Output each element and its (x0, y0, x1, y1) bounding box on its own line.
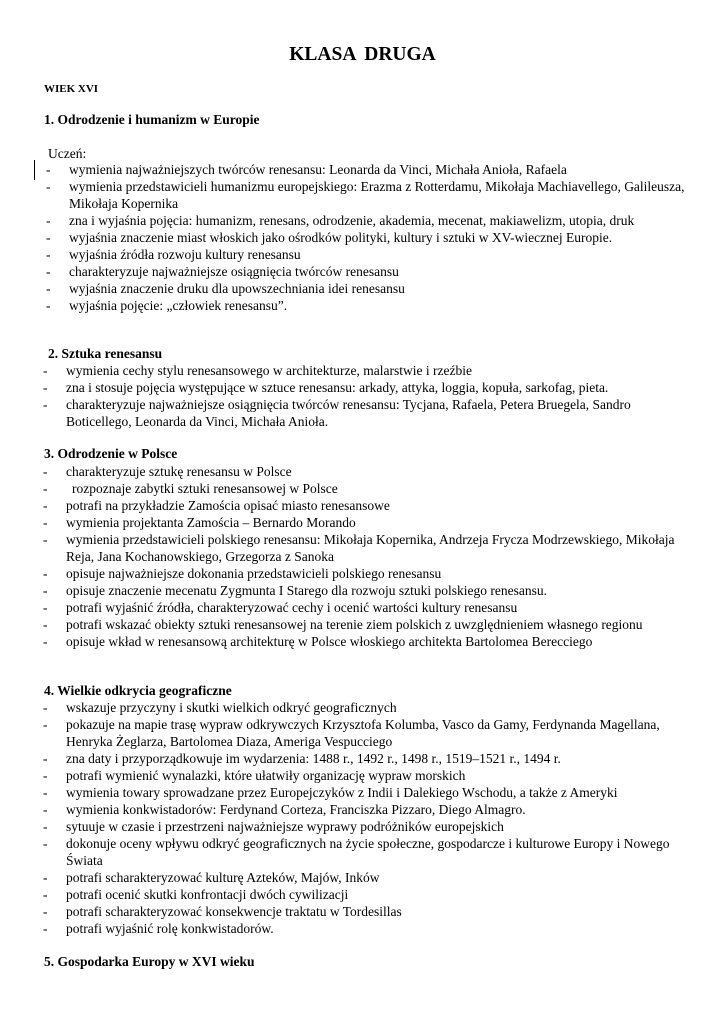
list-item: - opisuje wkład w renesansową architekturę w Polsce włoskiego architekta Bartolomea Berecciego (43, 634, 593, 649)
list-item: - potrafi ocenić skutki konfrontacji dwóch cywilizacji (43, 887, 349, 902)
section-4-list (43, 699, 693, 937)
list-item: - potrafi wymienić wynalazki, które ułatwiły organizację wypraw morskich (43, 768, 466, 783)
era-label: WIEK XVI (44, 83, 99, 95)
section-heading-3: 3. Odrodzenie w Polsce (44, 446, 178, 461)
list-item: - wymienia cechy stylu renesansowego w architekturze, malarstwie i rzeźbie (43, 363, 472, 378)
list-item: - charakteryzuje najważniejsze osiągnięcia twórców renesansu: Tycjana, Rafaela, Petera Bruegela, Sandro Boticellego, Leonarda da Vinci, Michała Anioła. (43, 397, 631, 429)
list-item: - wskazuje przyczyny i skutki wielkich odkryć geograficznych (43, 700, 397, 715)
list-item: - potrafi wskazać obiekty sztuki renesansowej na terenie ziem polskich z uwzględnieniem własnego regionu (43, 617, 643, 632)
list-item: - zna daty i przyporządkowuje im wydarzenia: 1488 r., 1492 r., 1498 r., 1519–1521 r., 1494 r. (43, 751, 561, 766)
page-title: KLASA DRUGA (289, 44, 436, 65)
list-item: - pokazuje na mapie trasę wypraw odkrywczych Krzysztofa Kolumba, Vasco da Gamy, Ferdynanda Magellana, Henryka Żeglarza, Bartolomea Diaza, Ameriga Vespucciego (43, 717, 660, 749)
list-item: - potrafi scharakteryzować kulturę Azteków, Majów, Inków (43, 870, 380, 885)
list-item: - wymienia towary sprowadzane przez Europejczyków z Indii i Dalekiego Wschodu, a także z Ameryki (43, 785, 618, 800)
section-3-list (43, 463, 693, 650)
list-item: - wyjaśnia pojęcie: „człowiek renesansu”. (46, 298, 288, 313)
list-item: - opisuje najważniejsze dokonania przedstawicieli polskiego renesansu (43, 566, 442, 581)
list-item: - wyjaśnia źródła rozwoju kultury renesansu (46, 247, 301, 262)
section-heading-1: 1. Odrodzenie i humanizm w Europie (44, 112, 260, 127)
student-label: Uczeń: (48, 146, 87, 161)
list-item: - charakteryzuje najważniejsze osiągnięcia twórców renesansu (46, 264, 399, 279)
section-heading-2: 2. Sztuka renesansu (48, 346, 163, 361)
list-item: - dokonuje oceny wpływu odkryć geograficznych na życie społeczne, gospodarcze i kulturowe Europy i Nowego Świata (43, 836, 670, 868)
section-1-list (46, 161, 686, 314)
change-bar (34, 160, 35, 180)
list-item: - potrafi wyjaśnić źródła, charakteryzować cechy i ocenić wartości kultury renesansu (43, 600, 518, 615)
list-item: - wymienia najważniejszych twórców renesansu: Leonarda da Vinci, Michała Anioła, Rafaela (46, 162, 567, 177)
list-item: - wymienia konkwistadorów: Ferdynand Corteza, Franciszka Pizzaro, Diego Almagro. (43, 802, 526, 817)
list-item: - opisuje znaczenie mecenatu Zygmunta I Starego dla rozwoju sztuki polskiego renesansu. (43, 583, 547, 598)
section-heading-4: 4. Wielkie odkrycia geograficzne (44, 683, 232, 698)
list-item: - wyjaśnia znaczenie druku dla upowszechniania idei renesansu (46, 281, 405, 296)
section-2-list (43, 362, 693, 430)
list-item: - potrafi scharakteryzować konsekwencje traktatu w Tordesillas (43, 904, 402, 919)
section-heading-5: 5. Gospodarka Europy w XVI wieku (44, 954, 255, 969)
list-item: - sytuuje w czasie i przestrzeni najważniejsze wyprawy podróżników europejskich (43, 819, 504, 834)
list-item: - rozpoznaje zabytki sztuki renesansowej w Polsce (43, 481, 338, 496)
list-item: - zna i stosuje pojęcia występujące w sztuce renesansu: arkady, attyka, loggia, kopuła, sarkofag, pieta. (43, 380, 609, 395)
list-item: - zna i wyjaśnia pojęcia: humanizm, renesans, odrodzenie, akademia, mecenat, makiawelizm, utopia, druk (46, 213, 635, 228)
list-item: - wyjaśnia znaczenie miast włoskich jako ośrodków polityki, kultury i sztuki w XV-wiecznej Europie. (46, 230, 613, 245)
list-item: - wymienia projektanta Zamościa – Bernardo Morando (43, 515, 356, 530)
list-item: - potrafi wyjaśnić rolę konkwistadorów. (43, 921, 274, 936)
list-item: - wymienia przedstawicieli polskiego renesansu: Mikołaja Kopernika, Andrzeja Frycza Modrzewskiego, Mikołaja Reja, Jana Kochanowskiego, Grzegorza z Sanoka (43, 532, 675, 564)
list-item: - wymienia przedstawicieli humanizmu europejskiego: Erazma z Rotterdamu, Mikołaja Machiavellego, Galileusza, Mikołaja Kopernika (46, 179, 685, 211)
list-item: - charakteryzuje sztukę renesansu w Polsce (43, 464, 292, 479)
list-item: - potrafi na przykładzie Zamościa opisać miasto renesansowe (43, 498, 390, 513)
